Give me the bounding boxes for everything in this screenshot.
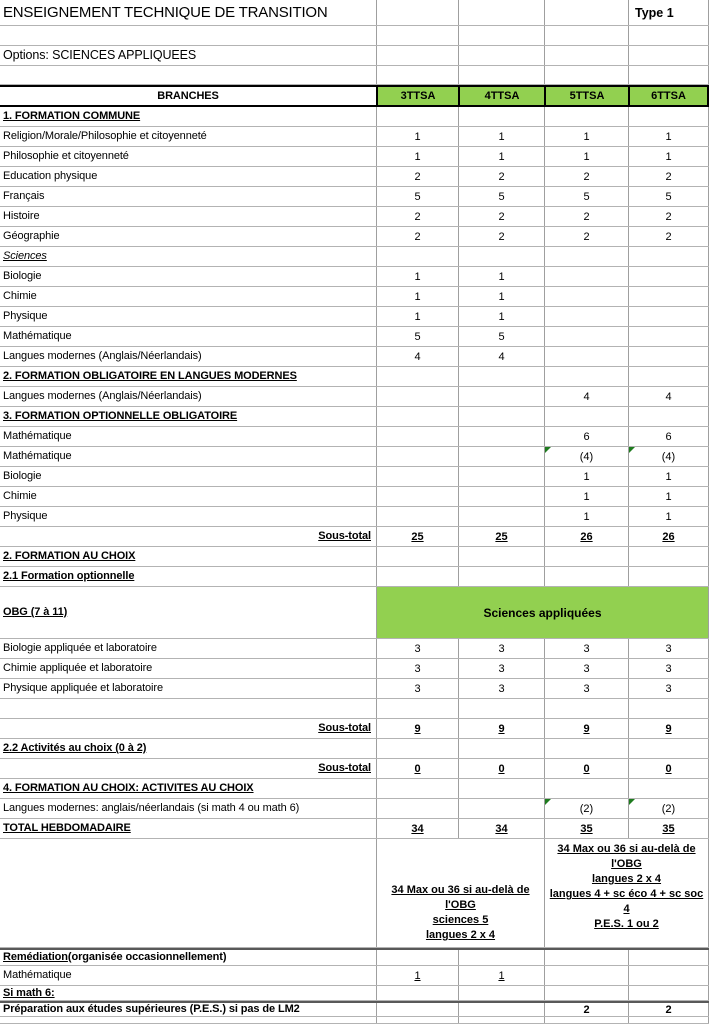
branch-label: OBG (7 à 11) xyxy=(3,606,68,618)
value-cell: 2 xyxy=(628,207,709,226)
table-row xyxy=(0,487,709,507)
value-cell xyxy=(376,467,458,486)
branch-label: Physique xyxy=(3,510,48,522)
options-label: Options: SCIENCES APPLIQUEES xyxy=(3,48,197,62)
value-cell xyxy=(544,267,628,286)
table-row xyxy=(0,639,709,659)
value-cell xyxy=(376,107,458,126)
value-cell: 4 xyxy=(376,347,458,366)
table-row xyxy=(0,948,709,966)
note-line: langues 2 x 4 xyxy=(425,929,496,941)
branch-label: Mathématique xyxy=(3,330,72,342)
table-row xyxy=(0,679,709,699)
value-cell: (2) xyxy=(628,799,709,818)
value-cell: 1 xyxy=(376,127,458,146)
value-cell: 1 xyxy=(628,487,709,506)
value-cell: 1 xyxy=(376,966,458,985)
table-row xyxy=(0,347,709,367)
value-cell: 1 xyxy=(628,147,709,166)
value-cell xyxy=(544,107,628,126)
branch-label: Sous-total xyxy=(318,530,371,542)
branch-label: Si math 6: xyxy=(3,986,55,999)
note-line: langues 4 + sc éco 4 + sc soc 4 xyxy=(549,888,704,915)
note-line: langues 2 x 4 xyxy=(591,873,662,885)
spacer-row xyxy=(0,26,709,46)
value-cell: 2 xyxy=(628,1003,709,1016)
branch-label: Mathématique xyxy=(3,430,72,442)
value-cell xyxy=(544,966,628,985)
value-cell: 0 xyxy=(376,759,458,778)
branch-label xyxy=(0,839,376,947)
value-cell xyxy=(628,1017,709,1023)
table-row xyxy=(0,986,709,1001)
table-row xyxy=(0,227,709,247)
title-row xyxy=(0,0,709,26)
value-cell: 1 xyxy=(376,147,458,166)
value-cell xyxy=(544,327,628,346)
branch-label: Biologie xyxy=(3,270,42,282)
branch-label: 2. FORMATION OBLIGATOIRE EN LANGUES MODERNES xyxy=(3,370,297,382)
value-cell xyxy=(376,779,458,798)
value-cell: 2 xyxy=(458,167,544,186)
value-cell: 3 xyxy=(376,679,458,698)
value-cell: 3 xyxy=(544,679,628,698)
value-cell xyxy=(458,467,544,486)
table-row xyxy=(0,527,709,547)
table-row xyxy=(0,167,709,187)
value-cell xyxy=(544,367,628,386)
table-row xyxy=(0,966,709,986)
value-cell: 34 xyxy=(458,819,544,838)
value-cell: 2 xyxy=(376,207,458,226)
value-cell: 9 xyxy=(458,719,544,738)
value-cell: 2 xyxy=(376,167,458,186)
value-cell xyxy=(458,699,544,718)
table-row xyxy=(0,547,709,567)
table-row xyxy=(0,839,709,948)
branch-label: Langues modernes (Anglais/Néerlandais) xyxy=(3,350,202,362)
value-cell xyxy=(458,779,544,798)
branch-label: Biologie xyxy=(3,470,42,482)
value-cell xyxy=(628,547,709,566)
table-row xyxy=(0,327,709,347)
value-cell xyxy=(458,387,544,406)
table-row xyxy=(0,287,709,307)
value-cell xyxy=(376,547,458,566)
value-cell xyxy=(544,547,628,566)
value-cell xyxy=(544,1017,628,1023)
value-cell: 1 xyxy=(544,147,628,166)
branch-label: Physique appliquée et laboratoire xyxy=(3,682,163,694)
branch-label: Biologie appliquée et laboratoire xyxy=(3,642,157,654)
table-row xyxy=(0,107,709,127)
empty-cell xyxy=(458,0,544,25)
value-cell xyxy=(628,347,709,366)
value-cell: 3 xyxy=(376,659,458,678)
value-cell: 25 xyxy=(458,527,544,546)
value-cell: 2 xyxy=(628,167,709,186)
value-cell: (4) xyxy=(628,447,709,466)
branch-label: Sous-total xyxy=(318,722,371,734)
table-row xyxy=(0,427,709,447)
table-row xyxy=(0,779,709,799)
value-cell: 1 xyxy=(458,267,544,286)
value-cell: 4 xyxy=(458,347,544,366)
value-cell xyxy=(376,799,458,818)
value-cell: 5 xyxy=(458,327,544,346)
value-cell xyxy=(628,287,709,306)
value-cell: 5 xyxy=(544,187,628,206)
value-cell: 5 xyxy=(376,187,458,206)
value-cell xyxy=(628,267,709,286)
table-row xyxy=(0,567,709,587)
branch-label: Langues modernes (Anglais/Néerlandais) xyxy=(3,390,202,402)
note-3ttsa-4ttsa xyxy=(376,839,544,947)
note-5ttsa-6ttsa xyxy=(544,839,709,947)
note-line: 34 Max ou 36 si au-delà de l'OBG xyxy=(391,884,530,911)
table-row xyxy=(0,799,709,819)
value-cell: 26 xyxy=(544,527,628,546)
value-cell: 4 xyxy=(628,387,709,406)
spacer-row xyxy=(0,66,709,85)
value-cell: 5 xyxy=(458,187,544,206)
empty-cell xyxy=(544,0,628,25)
value-cell: 0 xyxy=(544,759,628,778)
branch-label: Mathématique xyxy=(3,450,72,462)
type-label: Type 1 xyxy=(628,0,709,25)
value-cell: 3 xyxy=(628,659,709,678)
value-cell: 1 xyxy=(376,307,458,326)
value-cell xyxy=(458,427,544,446)
value-cell xyxy=(376,407,458,426)
value-cell: 2 xyxy=(544,207,628,226)
value-cell: 9 xyxy=(376,719,458,738)
value-cell xyxy=(376,699,458,718)
value-cell xyxy=(628,739,709,758)
table-row xyxy=(0,659,709,679)
value-cell xyxy=(544,347,628,366)
value-cell: (2) xyxy=(544,799,628,818)
value-cell: 1 xyxy=(628,507,709,526)
branch-label: Histoire xyxy=(3,210,40,222)
value-cell xyxy=(376,950,458,965)
value-cell xyxy=(376,1017,458,1023)
value-cell xyxy=(544,986,628,1000)
table-row xyxy=(0,367,709,387)
branch-label: Préparation aux études supérieures (P.E.S.) si pas de LM2 xyxy=(3,1003,300,1015)
table-row xyxy=(0,467,709,487)
value-cell: 35 xyxy=(544,819,628,838)
value-cell: 35 xyxy=(628,819,709,838)
column-header-5ttsa: 5TTSA xyxy=(544,87,628,105)
value-cell xyxy=(458,487,544,506)
value-cell: 3 xyxy=(544,659,628,678)
value-cell xyxy=(376,247,458,266)
column-header-4ttsa: 4TTSA xyxy=(458,87,544,105)
value-cell xyxy=(628,966,709,985)
value-cell xyxy=(628,247,709,266)
branch-label: Chimie appliquée et laboratoire xyxy=(3,662,153,674)
value-cell xyxy=(628,699,709,718)
column-header-6ttsa: 6TTSA xyxy=(628,87,709,105)
branch-label: Sciences xyxy=(3,250,47,262)
value-cell: 3 xyxy=(458,639,544,658)
value-cell xyxy=(544,739,628,758)
value-cell: 3 xyxy=(628,639,709,658)
value-cell xyxy=(458,547,544,566)
value-cell xyxy=(458,799,544,818)
branch-label: Sous-total xyxy=(318,762,371,774)
branch-label: TOTAL HEBDOMADAIRE xyxy=(3,822,131,834)
value-cell xyxy=(376,567,458,586)
branch-label: Remédiation (organisée occasionnellement) xyxy=(3,951,227,963)
value-cell xyxy=(458,1003,544,1016)
page-title: ENSEIGNEMENT TECHNIQUE DE TRANSITION xyxy=(3,4,328,21)
value-cell xyxy=(376,986,458,1000)
value-cell: 1 xyxy=(544,127,628,146)
note-line: sciences 5 xyxy=(432,914,489,926)
options-row xyxy=(0,46,709,66)
table-row xyxy=(0,147,709,167)
table-row xyxy=(0,407,709,427)
value-cell xyxy=(544,287,628,306)
table-row xyxy=(0,187,709,207)
value-cell: 1 xyxy=(376,267,458,286)
value-cell xyxy=(628,307,709,326)
table-body xyxy=(0,107,709,1024)
value-cell: 1 xyxy=(458,127,544,146)
value-cell: 1 xyxy=(544,507,628,526)
table-row xyxy=(0,387,709,407)
value-cell: 1 xyxy=(628,467,709,486)
value-cell: 1 xyxy=(376,287,458,306)
table-row xyxy=(0,759,709,779)
branch-label: 1. FORMATION COMMUNE xyxy=(3,110,141,122)
value-cell: 0 xyxy=(628,759,709,778)
value-cell: 1 xyxy=(458,147,544,166)
branch-label: 3. FORMATION OPTIONNELLE OBLIGATOIRE xyxy=(3,410,238,422)
value-cell xyxy=(376,427,458,446)
table-row xyxy=(0,1017,709,1024)
value-cell xyxy=(544,247,628,266)
table-row xyxy=(0,719,709,739)
value-cell: 0 xyxy=(458,759,544,778)
branch-label: Philosophie et citoyenneté xyxy=(3,150,129,162)
branch-label: 2.1 Formation optionnelle xyxy=(3,570,135,582)
value-cell: 1 xyxy=(544,487,628,506)
obg-option-cell: Sciences appliquées xyxy=(376,587,709,638)
value-cell xyxy=(458,247,544,266)
value-cell xyxy=(544,950,628,965)
table-row xyxy=(0,247,709,267)
branch-label: 2.2 Activités au choix (0 à 2) xyxy=(3,742,147,754)
table-row xyxy=(0,127,709,147)
value-cell xyxy=(376,447,458,466)
table-row xyxy=(0,207,709,227)
value-cell xyxy=(458,447,544,466)
value-cell: (4) xyxy=(544,447,628,466)
value-cell xyxy=(628,107,709,126)
value-cell xyxy=(628,950,709,965)
table-row xyxy=(0,739,709,759)
value-cell: 6 xyxy=(544,427,628,446)
branch-label: 2. FORMATION AU CHOIX xyxy=(3,550,136,562)
value-cell xyxy=(376,367,458,386)
value-cell: 1 xyxy=(458,966,544,985)
value-cell: 9 xyxy=(544,719,628,738)
value-cell: 5 xyxy=(628,187,709,206)
table-header-row xyxy=(0,85,709,107)
table-row xyxy=(0,307,709,327)
value-cell xyxy=(458,567,544,586)
table-row xyxy=(0,819,709,839)
branch-label: Français xyxy=(3,190,45,202)
value-cell xyxy=(458,1017,544,1023)
branch-label: Langues modernes: anglais/néerlandais (si math 4 ou math 6) xyxy=(3,802,300,814)
value-cell xyxy=(544,699,628,718)
branch-label: Religion/Morale/Philosophie et citoyenneté xyxy=(3,130,207,142)
branch-label xyxy=(0,1017,376,1023)
value-cell: 5 xyxy=(376,327,458,346)
branch-label: 4. FORMATION AU CHOIX: ACTIVITES AU CHOIX xyxy=(3,782,254,794)
value-cell xyxy=(458,507,544,526)
branch-label: Physique xyxy=(3,310,48,322)
table-row xyxy=(0,267,709,287)
value-cell: 2 xyxy=(628,227,709,246)
value-cell xyxy=(544,307,628,326)
value-cell: 2 xyxy=(544,1003,628,1016)
table-row xyxy=(0,587,709,639)
value-cell: 2 xyxy=(458,207,544,226)
value-cell xyxy=(376,507,458,526)
value-cell: 3 xyxy=(544,639,628,658)
branch-label: Chimie xyxy=(3,490,37,502)
branch-label: Géographie xyxy=(3,230,60,242)
branch-label xyxy=(0,699,376,718)
value-cell: 3 xyxy=(458,679,544,698)
value-cell: 2 xyxy=(458,227,544,246)
value-cell xyxy=(628,779,709,798)
branch-label: Education physique xyxy=(3,170,98,182)
value-cell xyxy=(628,567,709,586)
value-cell xyxy=(628,407,709,426)
value-cell xyxy=(458,107,544,126)
value-cell: 1 xyxy=(458,287,544,306)
value-cell: 3 xyxy=(376,639,458,658)
value-cell xyxy=(458,407,544,426)
value-cell xyxy=(544,567,628,586)
value-cell: 9 xyxy=(628,719,709,738)
value-cell: 25 xyxy=(376,527,458,546)
value-cell: 2 xyxy=(544,227,628,246)
value-cell xyxy=(458,950,544,965)
note-line: P.E.S. 1 ou 2 xyxy=(594,918,659,930)
value-cell: 6 xyxy=(628,427,709,446)
value-cell xyxy=(544,779,628,798)
branches-header: BRANCHES xyxy=(157,89,219,102)
branch-label: Chimie xyxy=(3,290,37,302)
value-cell xyxy=(376,487,458,506)
value-cell: 3 xyxy=(628,679,709,698)
value-cell xyxy=(458,367,544,386)
value-cell xyxy=(458,986,544,1000)
value-cell: 34 xyxy=(376,819,458,838)
branch-label: Mathématique xyxy=(3,969,72,981)
empty-cell xyxy=(376,0,458,25)
table-row xyxy=(0,699,709,719)
note-line: 34 Max ou 36 si au-delà de l'OBG xyxy=(557,843,696,870)
value-cell: 2 xyxy=(544,167,628,186)
table-row xyxy=(0,1001,709,1017)
value-cell: 1 xyxy=(458,307,544,326)
value-cell: 3 xyxy=(458,659,544,678)
value-cell xyxy=(628,327,709,346)
value-cell xyxy=(544,407,628,426)
table-row xyxy=(0,507,709,527)
value-cell xyxy=(376,739,458,758)
value-cell xyxy=(628,367,709,386)
value-cell: 2 xyxy=(376,227,458,246)
value-cell xyxy=(458,739,544,758)
value-cell: 4 xyxy=(544,387,628,406)
table-row xyxy=(0,447,709,467)
value-cell xyxy=(376,1003,458,1016)
value-cell: 1 xyxy=(544,467,628,486)
value-cell: 26 xyxy=(628,527,709,546)
value-cell xyxy=(376,387,458,406)
value-cell xyxy=(628,986,709,1000)
value-cell: 1 xyxy=(628,127,709,146)
column-header-3ttsa: 3TTSA xyxy=(376,87,458,105)
